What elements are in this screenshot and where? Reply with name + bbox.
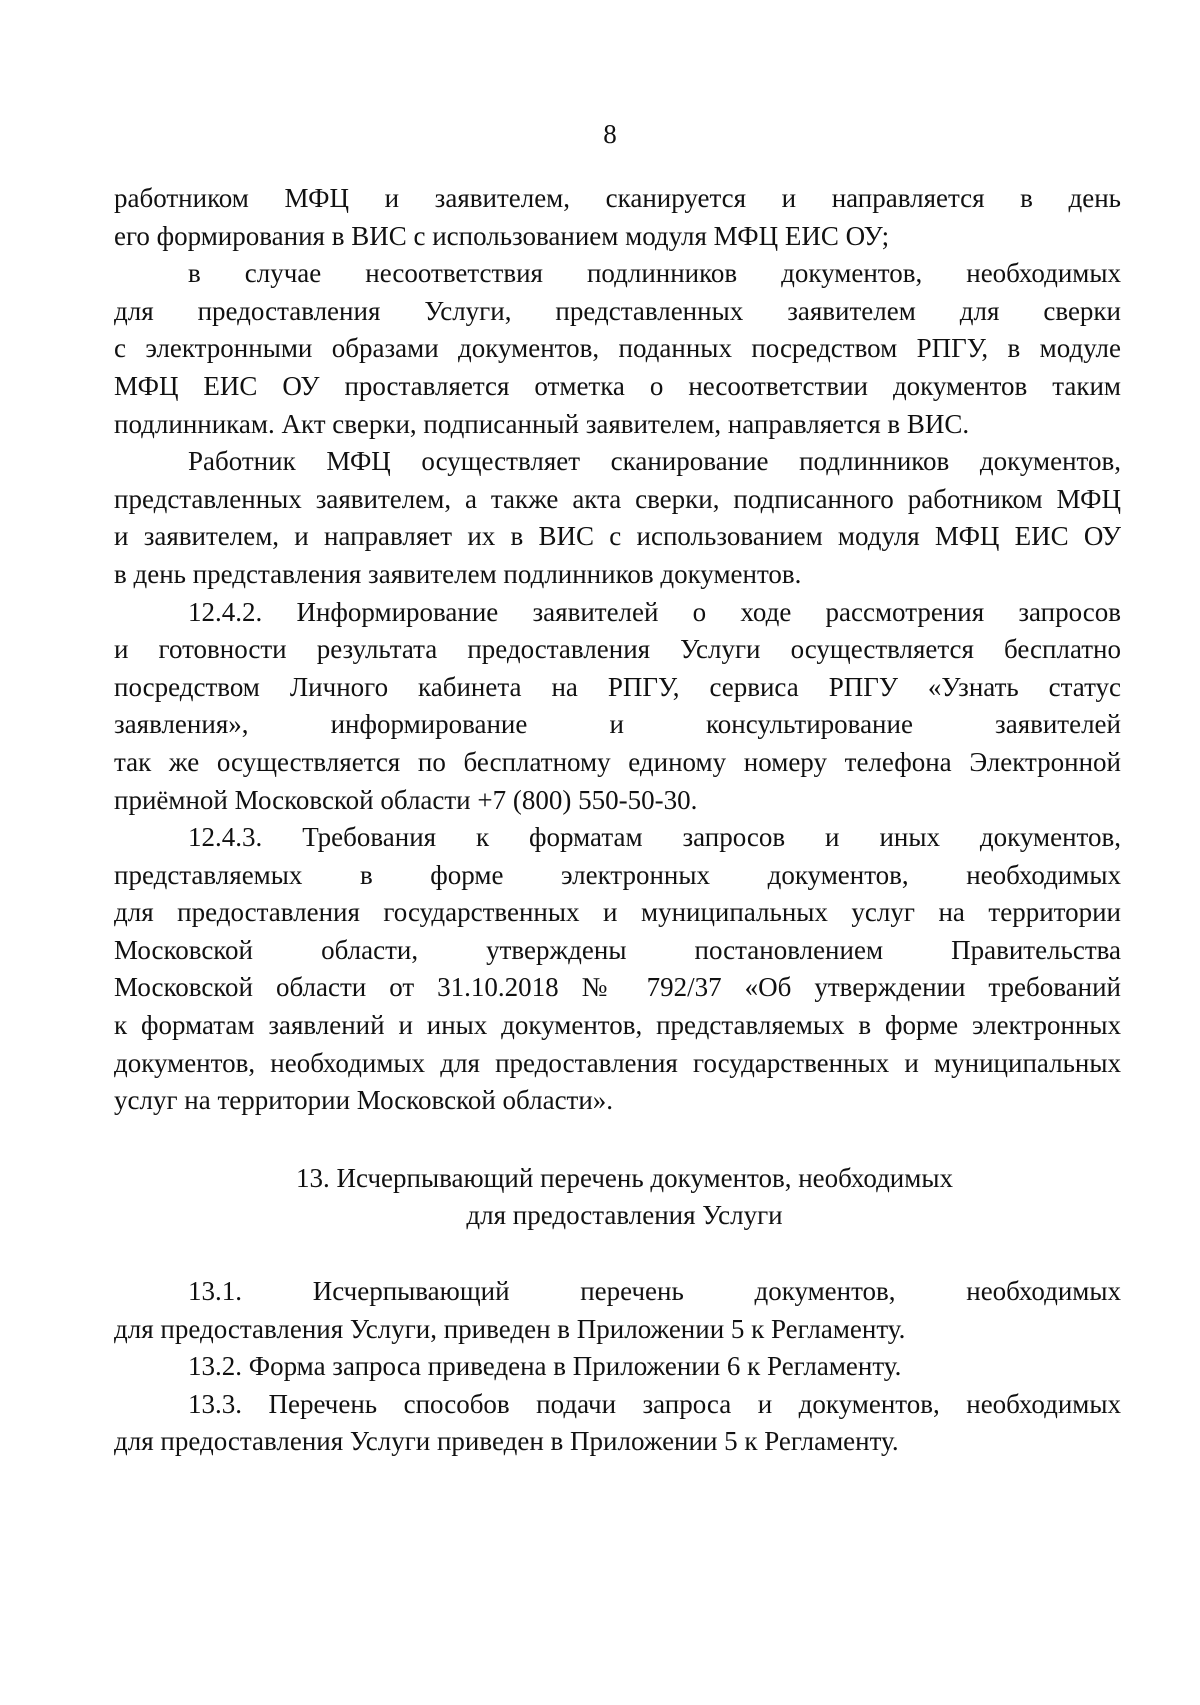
text-line: приёмной Московской области +7 (800) 550-50-30. — [114, 784, 698, 815]
text-line: так же осуществляется по бесплатному единому номеру телефона Электронной — [114, 746, 1121, 777]
text-line: работником МФЦ и заявителем, сканируется и направляется в день — [114, 183, 1121, 213]
text-line: 13.1. Исчерпывающий перечень документов, необходимых — [188, 1276, 1121, 1307]
paragraph-13-2 — [114, 1348, 1121, 1386]
text-line: посредством Личного кабинета на РПГУ, сервиса РПГУ «Узнать статус — [114, 671, 1121, 702]
page-number: 8 — [603, 119, 617, 149]
heading-line: для предоставления Услуги — [466, 1200, 783, 1231]
text-line: услуг на территории Московской области». — [114, 1085, 614, 1116]
text-line: в день представления заявителем подлинников документов. — [114, 558, 802, 589]
paragraph-12-4-3 — [114, 819, 1121, 1120]
text-line: Работник МФЦ осуществляет сканирование подлинников документов, — [188, 446, 1121, 477]
text-line: подлинникам. Акт сверки, подписанный заявителем, направляется в ВИС. — [114, 408, 970, 439]
paragraph-13-3 — [114, 1386, 1121, 1461]
text-line: МФЦ ЕИС ОУ проставляется отметка о несоответствии документов таким — [114, 370, 1121, 401]
paragraph-12-4-2 — [114, 594, 1121, 820]
document-body — [114, 180, 1121, 1461]
text-line: документов, необходимых для предоставления государственных и муниципальных — [114, 1047, 1121, 1078]
text-line: его формирования в ВИС с использованием модуля МФЦ ЕИС ОУ; — [114, 220, 890, 251]
paragraph-scanning — [114, 443, 1121, 593]
text-line: для предоставления государственных и муниципальных услуг на территории — [114, 897, 1121, 928]
paragraph-continuation — [114, 180, 1121, 255]
text-line: к форматам заявлений и иных документов, представляемых в форме электронных — [114, 1010, 1121, 1041]
text-line: для предоставления Услуги, представленных заявителем для сверки — [114, 295, 1121, 326]
paragraph-mismatch-case — [114, 255, 1121, 443]
text-line: Московской области от 31.10.2018 № 792/37 «Об утверждении требований — [114, 972, 1121, 1003]
text-line: 13.3. Перечень способов подачи запроса и документов, необходимых — [188, 1388, 1121, 1419]
text-line: и заявителем, и направляет их в ВИС с использованием модуля МФЦ ЕИС ОУ — [114, 521, 1121, 552]
text-line: с электронными образами документов, поданных посредством РПГУ, в модуле — [114, 333, 1121, 364]
text-line: 13.2. Форма запроса приведена в Приложении 6 к Регламенту. — [188, 1351, 902, 1382]
heading-line: 13. Исчерпывающий перечень документов, необходимых — [296, 1162, 953, 1193]
text-line: 12.4.2. Информирование заявителей о ходе рассмотрения запросов — [188, 596, 1121, 627]
section-heading — [114, 1160, 1121, 1235]
paragraph-13-1 — [114, 1273, 1121, 1348]
text-line: Московской области, утверждены постановлением Правительства — [114, 934, 1121, 965]
text-line: для предоставления Услуги, приведен в Приложении 5 к Регламенту. — [114, 1313, 906, 1344]
text-line: в случае несоответствия подлинников документов, необходимых — [188, 258, 1121, 289]
text-line: представляемых в форме электронных документов, необходимых — [114, 859, 1121, 890]
text-line: представленных заявителем, а также акта сверки, подписанного работником МФЦ — [114, 483, 1121, 514]
text-line: и готовности результата предоставления Услуги осуществляется бесплатно — [114, 634, 1121, 665]
text-line: для предоставления Услуги приведен в Приложении 5 к Регламенту. — [114, 1426, 899, 1457]
text-line: 12.4.3. Требования к форматам запросов и иных документов, — [188, 822, 1121, 853]
text-line: заявления», информирование и консультирование заявителей — [114, 709, 1121, 740]
